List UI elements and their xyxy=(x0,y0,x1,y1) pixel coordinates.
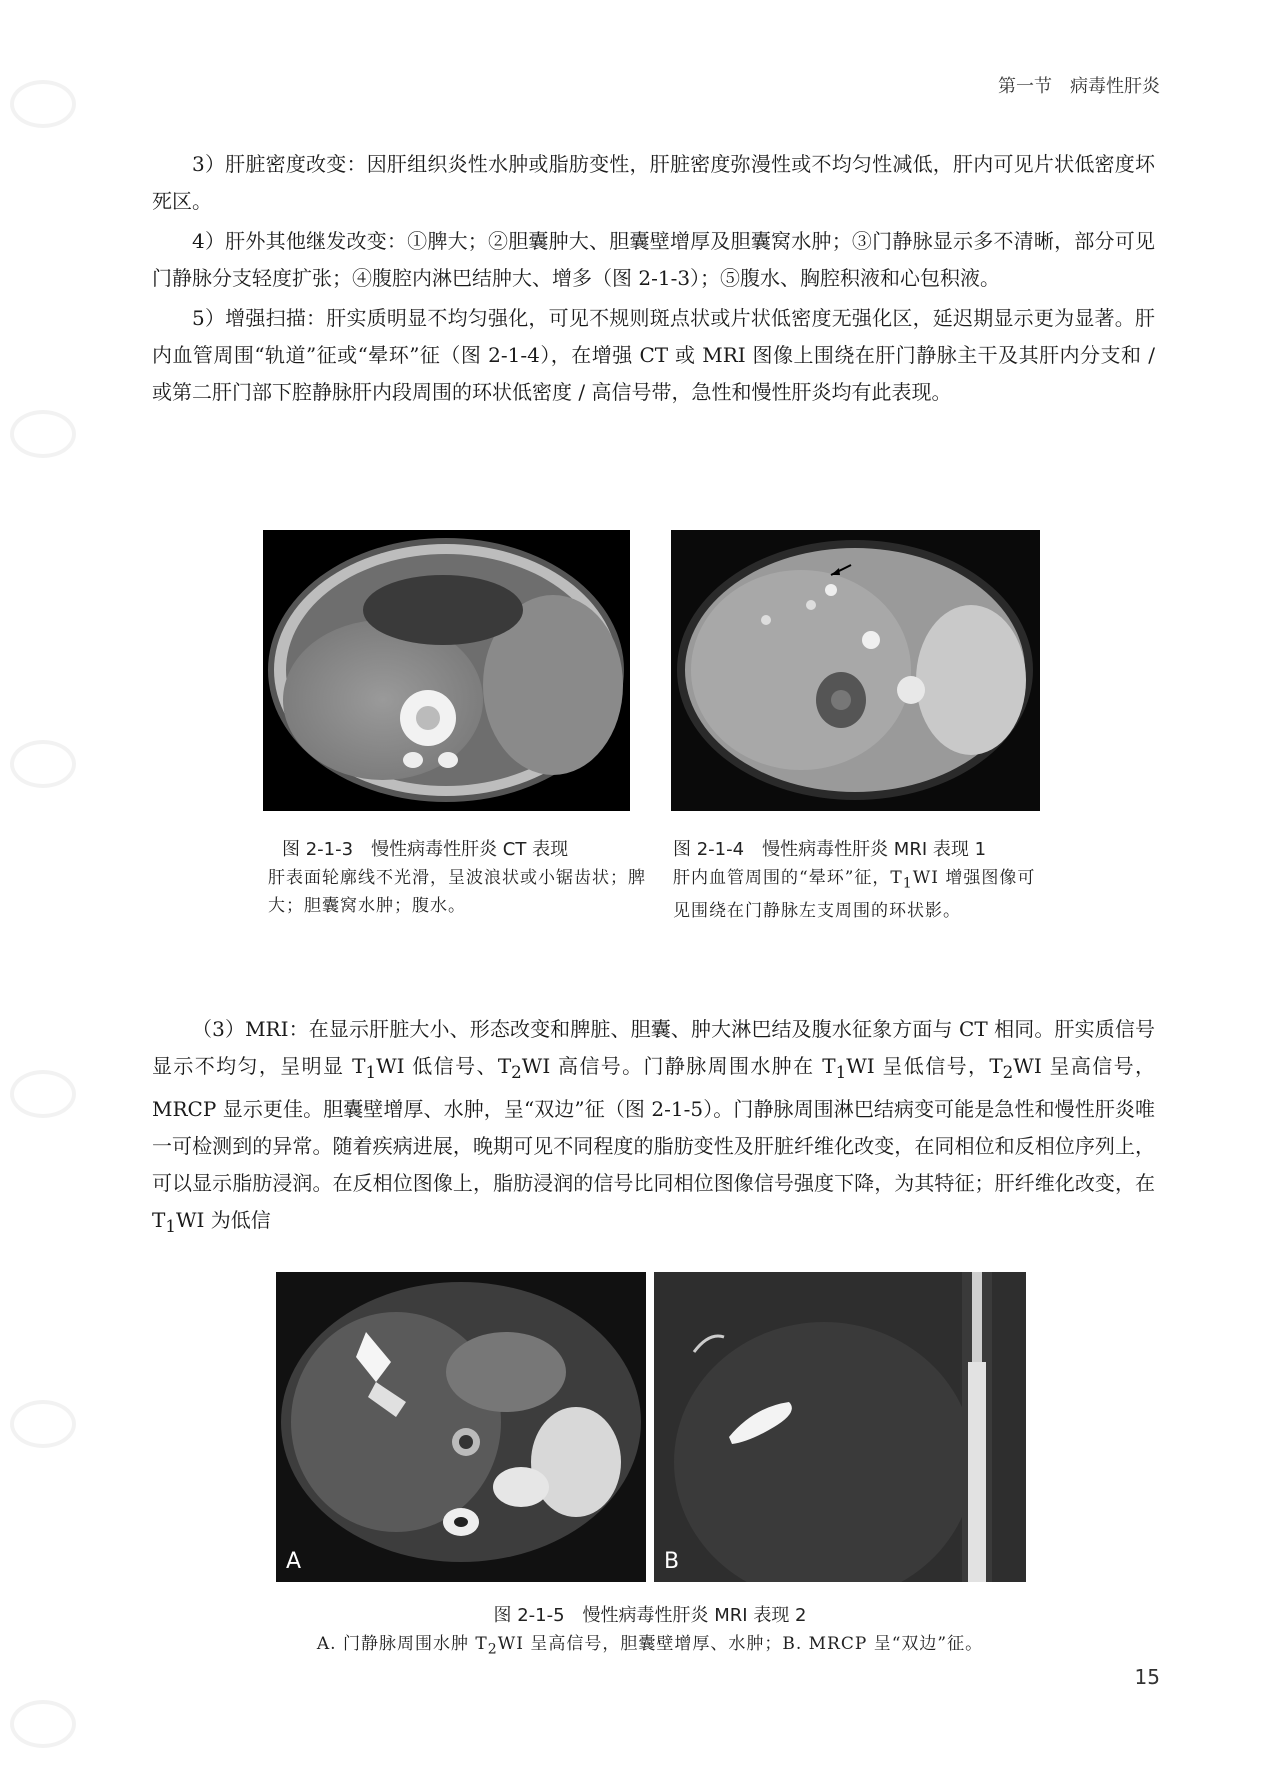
figure-2-1-5a-image xyxy=(276,1272,646,1582)
text-run: WI 呈高信号，MRCP 显示更佳。胆囊壁增厚、水肿，呈“双边”征（图 2-1-5）。门静脉周围淋巴结病变可能是急性和慢性肝炎唯一可检测到的异常。随着疾病进展，晚期可见不同程度的脂肪变性及肝脏纤维化改变，在同相位和反相位序列上，可以显示脂肪浸润。在反相位图像上，脂肪浸润的信号比同相位图像信号强度下降，为其特征；肝纤维化改变，在 T xyxy=(152,1054,1155,1232)
text-run: WI 高信号。门静脉周围水肿在 T xyxy=(521,1054,836,1078)
header-section: 第一节 xyxy=(998,76,1052,97)
header-title: 病毒性肝炎 xyxy=(1070,76,1160,97)
subscript: 1 xyxy=(902,875,913,892)
watermark-logo xyxy=(10,1070,76,1118)
text-run: WI 低信号、T xyxy=(376,1054,512,1078)
caption-title: 图 2-1-4 慢性病毒性肝炎 MRI 表现 1 xyxy=(673,839,987,860)
text-run: WI 呈低信号，T xyxy=(846,1054,1003,1078)
figure-2-1-5b-image xyxy=(654,1272,1026,1582)
subscript: 1 xyxy=(835,1063,847,1082)
subscript: 2 xyxy=(511,1063,522,1082)
subscript: 1 xyxy=(165,1217,176,1236)
paragraph-secondary-changes: 4）肝外其他继发改变：①脾大；②胆囊肿大、胆囊壁增厚及胆囊窝水肿；③门静脉显示多不清晰，部分可见门静脉分支轻度扩张；④腹腔内淋巴结肿大、增多（图 2-1-3）；⑤腹水、胸腔积液和心包积液。 xyxy=(152,229,1155,290)
paragraph-enhanced-scan: 5）增强扫描：肝实质明显不均匀强化，可见不规则斑点状或片状低密度无强化区，延迟期显示更为显著。肝内血管周围“轨道”征或“晕环”征（图 2-1-4），在增强 CT 或 MRI 图像上围绕在肝门静脉主干及其肝内分支和 / 或第二肝门部下腔静脉肝内段周围的环状低密度 / 高信号带，急性和慢性肝炎均有此表现。 xyxy=(152,306,1155,404)
caption-title: 图 2-1-3 慢性病毒性肝炎 CT 表现 xyxy=(282,839,569,860)
subscript: 2 xyxy=(1002,1063,1014,1082)
caption-text-part: WI 呈高信号，胆囊壁增厚、水肿；B. MRCP 呈“双边”征。 xyxy=(497,1634,984,1654)
caption-text-part: A. 门静脉周围水肿 T xyxy=(316,1634,488,1654)
body-text-mri xyxy=(152,1011,1155,1248)
caption-text: 肝表面轮廓线不光滑，呈波浪状或小锯齿状；脾大；胆囊窝水肿；腹水。 xyxy=(268,868,646,916)
text-run: WI 为低信 xyxy=(175,1208,271,1232)
caption-title: 图 2-1-5 慢性病毒性肝炎 MRI 表现 2 xyxy=(493,1605,807,1626)
caption-text-part: 肝内血管周围的“晕环”征，T xyxy=(673,868,903,888)
caption-figure-2-1-4 xyxy=(673,836,1045,925)
panel-label-b: B xyxy=(664,1549,680,1574)
watermark-logo xyxy=(10,740,76,788)
subscript: 1 xyxy=(365,1063,377,1082)
figure-2-1-3-ct-image xyxy=(263,530,630,811)
caption-figure-2-1-3 xyxy=(268,836,650,920)
page-number: 15 xyxy=(1134,1665,1160,1689)
body-text-top xyxy=(152,146,1155,414)
caption-text xyxy=(270,1630,1030,1663)
caption-figure-2-1-5 xyxy=(270,1602,1030,1663)
panel-label-a: A xyxy=(286,1549,302,1574)
paragraph-mri xyxy=(152,1011,1155,1245)
figure-2-1-4-mri-image xyxy=(671,530,1040,811)
subscript: 2 xyxy=(487,1641,498,1658)
text-run: （3）MRI：在显示肝脏大小、形态改变和脾脏、胆囊、肿大淋巴结及腹水征象方面与 CT 相同。肝实质信号显示不均匀，呈明显 T xyxy=(152,1017,1155,1078)
watermark-logo xyxy=(10,1400,76,1448)
watermark-logo xyxy=(10,1700,76,1748)
watermark-logo xyxy=(10,410,76,458)
caption-text-part: WI 增强图像可见围绕在门静脉左支周围的环状影。 xyxy=(673,868,1036,922)
watermark-logo xyxy=(10,80,76,128)
paragraph-density: 3）肝脏密度改变：因肝组织炎性水肿或脂肪变性，肝脏密度弥漫性或不均匀性减低，肝内可见片状低密度坏死区。 xyxy=(152,152,1155,213)
running-header xyxy=(998,72,1160,98)
caption-text xyxy=(673,864,1045,925)
